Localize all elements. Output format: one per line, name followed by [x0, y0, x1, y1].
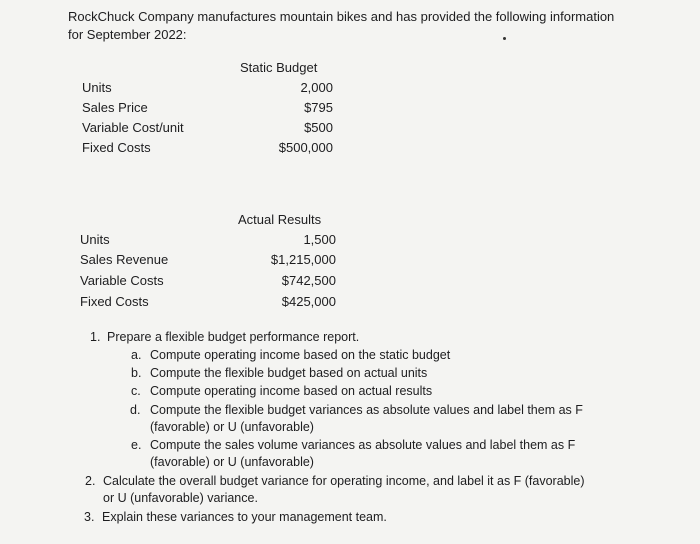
static-variable-cost-value: $500 — [304, 120, 333, 135]
static-budget-title: Static Budget — [240, 60, 318, 75]
q1b-text: Compute the flexible budget based on actual units — [150, 366, 428, 380]
actual-units-label: Units — [80, 232, 110, 247]
q2-line-2: or U (unfavorable) variance. — [103, 491, 258, 505]
q1b-letter: b. — [131, 366, 142, 380]
q1d-line-1: Compute the flexible budget variances as absolute values and label them as F — [150, 403, 583, 417]
actual-units-value: 1,500 — [303, 232, 336, 247]
actual-sales-revenue-label: Sales Revenue — [80, 252, 169, 267]
q1-number: 1. — [90, 330, 101, 344]
q1e-letter: e. — [131, 438, 142, 452]
stray-dot — [503, 37, 506, 40]
q1e-line-1: Compute the sales volume variances as absolute values and label them as F — [150, 438, 576, 452]
static-sales-price-label: Sales Price — [82, 100, 148, 115]
q1-text: Prepare a flexible budget performance report. — [107, 330, 360, 344]
actual-variable-costs-label: Variable Costs — [80, 273, 164, 288]
intro-line-2: for September 2022: — [68, 27, 187, 42]
q1a-text: Compute operating income based on the static budget — [150, 348, 451, 362]
q1a-letter: a. — [131, 348, 142, 362]
q1c-text: Compute operating income based on actual results — [150, 384, 433, 398]
q3-text: Explain these variances to your management team. — [102, 510, 387, 524]
actual-fixed-costs-value: $425,000 — [281, 294, 336, 309]
static-units-value: 2,000 — [300, 80, 333, 95]
intro-line-1: RockChuck Company manufactures mountain bikes and has provided the following information — [68, 9, 615, 24]
q1d-letter: d. — [130, 403, 141, 417]
q1e-line-2: (favorable) or U (unfavorable) — [150, 455, 314, 469]
static-variable-cost-label: Variable Cost/unit — [82, 120, 184, 135]
q2-number: 2. — [85, 474, 96, 488]
static-fixed-costs-value: $500,000 — [278, 140, 333, 155]
q1d-line-2: (favorable) or U (unfavorable) — [150, 420, 314, 434]
static-fixed-costs-label: Fixed Costs — [82, 140, 151, 155]
actual-fixed-costs-label: Fixed Costs — [80, 294, 149, 309]
q1c-letter: c. — [131, 384, 141, 398]
actual-sales-revenue-value: $1,215,000 — [270, 252, 336, 267]
q2-line-1: Calculate the overall budget variance for operating income, and label it as F (favorable) — [103, 474, 585, 488]
q3-number: 3. — [84, 510, 95, 524]
static-sales-price-value: $795 — [304, 100, 333, 115]
actual-variable-costs-value: $742,500 — [281, 273, 336, 288]
intro-text — [68, 8, 668, 44]
actual-results-title: Actual Results — [238, 212, 322, 227]
static-units-label: Units — [82, 80, 112, 95]
